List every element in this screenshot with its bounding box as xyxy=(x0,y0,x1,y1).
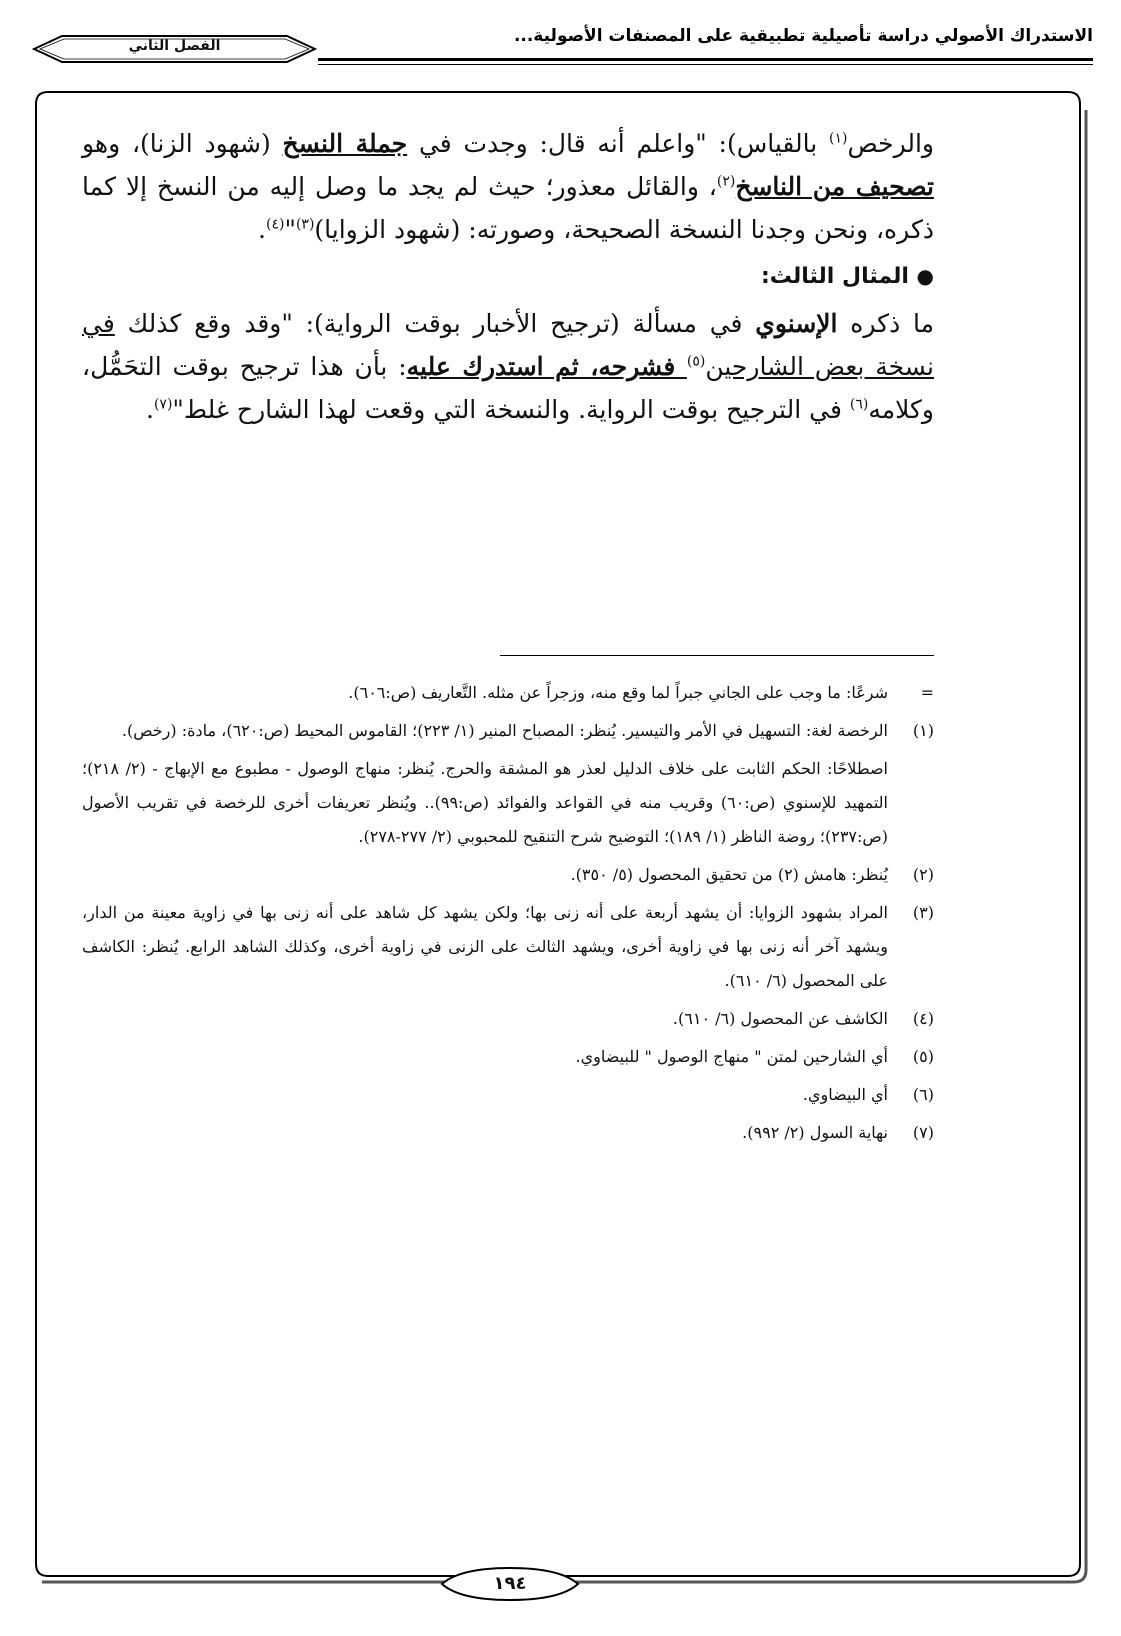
text-run: والرخص xyxy=(847,129,934,158)
heading-text: المثال الثالث: xyxy=(760,264,909,289)
footnote-number: (٣) xyxy=(912,903,934,922)
underlined-text: في نسخة بعض الشارحين xyxy=(82,309,934,381)
text-run: . xyxy=(258,215,266,244)
footnote-number: (٦) xyxy=(912,1085,934,1104)
header-rule xyxy=(28,58,1093,68)
footnote-text: أي الشارحين لمتن " منهاج الوصول " للبيضاوي. xyxy=(575,1047,888,1066)
footnote-text: نهاية السول (٢/ ٩٩٢). xyxy=(742,1123,888,1142)
paragraph-2 xyxy=(82,302,934,431)
footnote-text: أي البيضاوي. xyxy=(802,1085,888,1104)
footnote-ref: (٥) xyxy=(686,353,706,370)
footnote xyxy=(82,1002,934,1036)
footnote xyxy=(82,1040,934,1074)
text-run: في مسألة (ترجيح الأخبار بوقت الرواية): "وقد وقع كذلك xyxy=(114,309,756,338)
bullet-icon: ● xyxy=(916,264,934,288)
emphasis-text: فشرحه، ثم استدرك عليه xyxy=(406,352,687,381)
footnote-number: (١) xyxy=(912,721,934,740)
text-run: . xyxy=(145,395,154,424)
book-title: الاستدراك الأصولي دراسة تأصيلية تطبيقية على المصنفات الأصولية... xyxy=(513,26,1093,46)
footnote xyxy=(82,714,934,748)
paragraph-1 xyxy=(82,122,934,251)
footnote-ref: (٦) xyxy=(849,396,869,413)
footnote xyxy=(82,1116,934,1150)
emphasis-text: الإسنوي xyxy=(755,309,838,338)
emphasis-text: جملة النسخ xyxy=(282,129,408,158)
footnote-text: الرخصة لغة: التسهيل في الأمر والتيسير. يُنظر: المصباح المنير (١/ ٢٢٣)؛ القاموس المحيط (ص:٦٢٠)، مادة: (رخص). xyxy=(121,721,888,740)
text-run: ما ذكره xyxy=(837,309,934,338)
running-header xyxy=(28,22,1093,72)
text-run: ، والقائل معذور؛ حيث لم يجد ما وصل إليه من النسخ إلا كما ذكره، ونحن وجدنا النسخة الصحيحة، وصورته: (شهود الزوايا) xyxy=(82,172,934,244)
main-text xyxy=(82,122,934,431)
section-heading xyxy=(82,251,934,302)
footnote-text: شرعًا: ما وجب على الجاني جبراً لما وقع منه، وزجراً عن مثله. التَّعاريف (ص:٦٠٦). xyxy=(348,683,888,702)
footnote-number: = xyxy=(920,683,934,702)
chapter-label: الفصل الثاني xyxy=(128,38,221,54)
text-run: " xyxy=(284,215,296,244)
text-run: بالقياس): "واعلم أنه قال: وجدت في xyxy=(407,129,830,158)
footnote xyxy=(82,858,934,892)
footnote-ref: (٢) xyxy=(716,173,736,190)
footnote-continuation xyxy=(82,752,934,854)
text-run: : بأن هذا ترجيح بوقت التحَمُّل، وكلامه xyxy=(82,352,934,424)
emphasis-text: تصحيف من الناسخ xyxy=(735,172,934,201)
footnote-separator xyxy=(500,655,934,656)
footnote xyxy=(82,896,934,998)
page-number: ١٩٤ xyxy=(493,1573,527,1594)
footnote xyxy=(82,676,934,710)
footnote-number: (٤) xyxy=(912,1009,934,1028)
footnote-number: (٢) xyxy=(912,865,934,884)
footnote xyxy=(82,1078,934,1112)
footnote-ref: (١) xyxy=(829,130,848,147)
text-run: (شهود الزنا)، وهو xyxy=(82,129,283,158)
footnotes xyxy=(82,676,934,1154)
footnote-text: المراد بشهود الزوايا: أن يشهد أربعة على أنه زنى بها؛ ولكن يشهد كل شاهد على أنه زنى بها في زاوية معينة من الدار، ويشهد آخر أنه زنى بها في زاوية أخرى، ويشهد الثالث على الزنى في زاوية أخرى، وكذلك الشاهد الرابع. يُنظر: الكاشف على المحصول (٦/ ٦١٠). xyxy=(82,903,888,990)
footnote-ref: (٣) xyxy=(295,216,315,233)
footnote-text: الكاشف عن المحصول (٦/ ٦١٠). xyxy=(672,1009,888,1028)
footnote-number: (٧) xyxy=(912,1123,934,1142)
page-number-badge xyxy=(440,1566,580,1602)
footnote-ref: (٤) xyxy=(265,216,285,233)
footnote-number: (٥) xyxy=(912,1047,934,1066)
text-run: في الترجيح بوقت الرواية. والنسخة التي وقعت لهذا الشارح غلط" xyxy=(172,395,850,424)
footnote-ref: (٧) xyxy=(153,396,173,413)
footnote-text: اصطلاحًا: الحكم الثابت على خلاف الدليل لعذر هو المشقة والحرج. يُنظر: منهاج الوصول - مطبوع مع الإبهاج - (٢/ ٢١٨)؛ التمهيد للإسنوي (ص:٦٠) وقريب منه في القواعد والفوائد (ص:٩٩).. ويُنظر تعريفات أخرى للرخصة في تقريب الأصول (ص:٢٣٧)؛ روضة الناظر (١/ ١٨٩)؛ التوضيح شرح التنقيح للمحبوبي (٢/ ٢٧٧-٢٧٨). xyxy=(82,759,889,846)
footnote-text: يُنظر: هامش (٢) من تحقيق المحصول (٥/ ٣٥٠). xyxy=(570,865,888,884)
